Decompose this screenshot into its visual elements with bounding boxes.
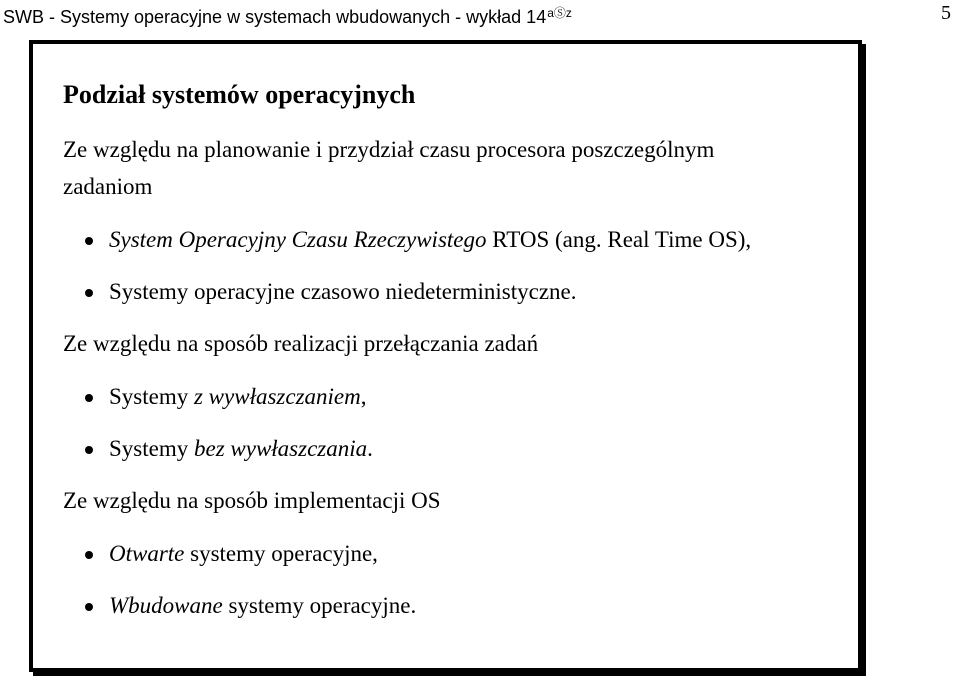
section-scheduling bbox=[63, 131, 838, 310]
slide-frame bbox=[29, 40, 862, 672]
section-task-switching bbox=[63, 325, 838, 467]
item-italic-text: Wbudowane bbox=[109, 593, 223, 618]
section-title: Ze względu na sposób implementacji OS bbox=[63, 488, 441, 513]
page-number: 5 bbox=[941, 2, 951, 24]
section-title-line: zadaniom bbox=[63, 174, 153, 199]
item-text: systemy operacyjne, bbox=[184, 541, 378, 566]
item-italic-text: bez wywłaszczania bbox=[193, 436, 368, 461]
bullet-list bbox=[63, 378, 838, 467]
document-header bbox=[3, 2, 572, 28]
item-text: , bbox=[360, 384, 367, 409]
item-text: RTOS (ang. Real Time OS), bbox=[486, 227, 752, 252]
list-item bbox=[63, 378, 838, 415]
section-title-line: Ze względu na planowanie i przydział czasu procesora poszczególnym bbox=[63, 137, 715, 162]
item-text: systemy operacyjne. bbox=[222, 593, 417, 618]
bullet-list bbox=[63, 221, 838, 310]
item-italic-text: Otwarte bbox=[109, 541, 185, 566]
item-text: Systemy bbox=[109, 384, 194, 409]
list-item bbox=[63, 430, 838, 467]
bullet-dot-icon bbox=[85, 446, 93, 454]
item-text: Systemy operacyjne czasowo niedeterministyczne. bbox=[109, 279, 577, 304]
header-marks: aⓈz bbox=[547, 6, 572, 20]
bullet-dot-icon bbox=[85, 237, 93, 245]
list-item bbox=[63, 273, 838, 310]
list-item bbox=[63, 221, 838, 258]
bullet-list bbox=[63, 535, 838, 624]
section-implementation bbox=[63, 482, 838, 624]
list-item bbox=[63, 587, 838, 624]
section-title bbox=[63, 131, 838, 205]
slide-content bbox=[63, 78, 838, 639]
item-italic-text: z wywłaszczaniem bbox=[193, 384, 361, 409]
bullet-dot-icon bbox=[85, 551, 93, 559]
list-item bbox=[63, 535, 838, 572]
bullet-dot-icon bbox=[85, 394, 93, 402]
item-text: Systemy bbox=[109, 436, 194, 461]
item-italic-text: System Operacyjny Czasu Rzeczywistego bbox=[109, 227, 487, 252]
slide-heading: Podział systemów operacyjnych bbox=[63, 80, 416, 109]
section-title: Ze względu na sposób realizacji przełączania zadań bbox=[63, 331, 539, 356]
header-title: SWB - Systemy operacyjne w systemach wbudowanych - wykład 14 bbox=[3, 7, 547, 27]
bullet-dot-icon bbox=[85, 603, 93, 611]
item-text: . bbox=[367, 436, 373, 461]
bullet-dot-icon bbox=[85, 289, 93, 297]
